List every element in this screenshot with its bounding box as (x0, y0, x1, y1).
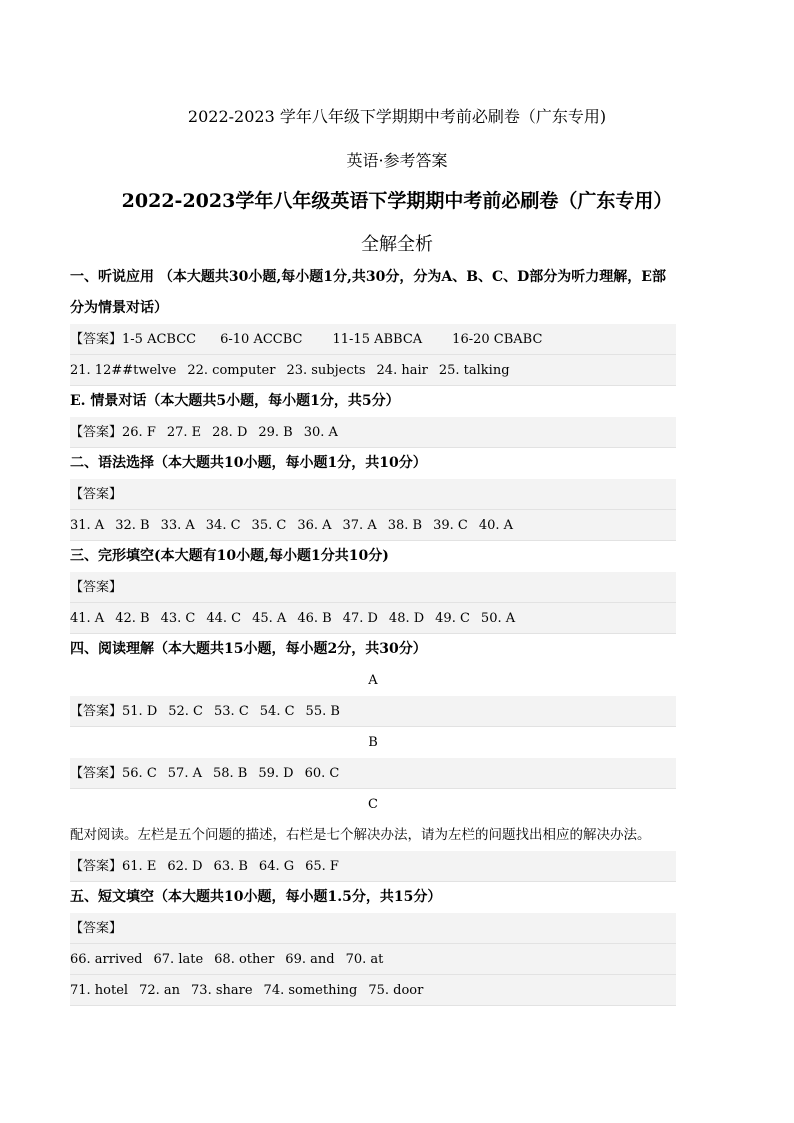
answer-item: 47. D (342, 611, 378, 626)
answer-item: 75. door (368, 983, 424, 998)
answer-row (70, 417, 676, 448)
answer-item: 38. B (387, 518, 423, 533)
section-heading-passage-fill: 五、短文填空（本大题共10小题，每小题1.5分，共15分） (70, 889, 442, 905)
answer-item: 57. A (167, 766, 202, 781)
exam-title: 2022-2023 学年八年级下学期期中考前必刷卷（广东专用) (187, 107, 607, 126)
answer-group: 1-5 ACBCC (122, 332, 197, 347)
answer-row (70, 696, 676, 727)
answer-item: 59. D (258, 766, 294, 781)
answer-item: 60. C (304, 766, 340, 781)
answer-item: 48. D (388, 611, 425, 626)
part-label-b: B (368, 735, 378, 750)
answer-item: 28. D (212, 425, 248, 440)
answer-item: 21. 12##twelve (70, 363, 177, 378)
answer-item: 71. hotel (70, 983, 129, 998)
answer-item: 49. C (435, 611, 470, 626)
answer-item: 56. C (122, 766, 157, 781)
answer-item: 33. A (160, 518, 195, 533)
answer-item: 69. and (285, 952, 335, 967)
answer-item: 50. A (480, 611, 516, 626)
answer-item: 65. F (305, 859, 339, 874)
answer-item: 62. D (167, 859, 203, 874)
answer-item: 52. C (168, 704, 204, 719)
answer-label: 【答案】 (70, 332, 123, 347)
answer-item: 63. B (213, 859, 248, 874)
answer-item: 70. at (345, 952, 384, 967)
answer-group: 16-20 CBABC (452, 332, 543, 347)
answer-item: 30. A (303, 425, 338, 440)
answer-group: 6-10 ACCBC (220, 332, 303, 347)
answer-item: 39. C (433, 518, 468, 533)
answer-item: 34. C (205, 518, 241, 533)
answer-item: 32. B (115, 518, 150, 533)
answer-item: 64. G (258, 859, 295, 874)
instruction-text: 配对阅读。左栏是五个问题的描述，右栏是七个解决办法，请为左栏的问题找出相应的解决办法。 (70, 827, 651, 843)
answer-item: 45. A (252, 611, 287, 626)
answer-row (70, 603, 676, 634)
answer-item: 67. late (153, 952, 204, 967)
analysis-title: 2022-2023学年八年级英语下学期期中考前必刷卷（广东专用） (121, 190, 673, 212)
section-heading-grammar: 二、语法选择（本大题共10小题，每小题1分，共10分） (70, 455, 427, 471)
answer-item: 24. hair (376, 363, 428, 378)
answer-label: 【答案】 (70, 704, 123, 719)
answer-row (70, 324, 676, 355)
answer-label: 【答案】 (70, 425, 123, 440)
answer-item: 73. share (191, 983, 253, 998)
answer-label-row: 【答案】 (70, 572, 676, 603)
section-heading-reading: 四、阅读理解（本大题共15小题，每小题2分，共30分） (70, 641, 427, 657)
answer-label: 【答案】 (70, 766, 123, 781)
answer-item: 51. D (122, 704, 158, 719)
answer-item: 29. B (258, 425, 293, 440)
answer-row (70, 758, 676, 789)
answer-item: 35. C (251, 518, 287, 533)
answer-item: 37. A (342, 518, 377, 533)
section-heading-cloze: 三、完形填空(本大题有10小题,每小题1分共10分) (70, 548, 389, 564)
answer-item: 42. B (115, 611, 150, 626)
answer-item: 66. arrived (70, 952, 143, 967)
answer-item: 41. A (70, 611, 105, 626)
section-heading-listening: 一、听说应用 （本大题共30小题,每小题1分,共30分，分为A、B、C、D部分为听力理解，E部分为情景对话） (70, 269, 666, 316)
answer-item: 31. A (70, 518, 105, 533)
answer-item: 74. something (263, 983, 358, 998)
answer-group: 11-15 ABBCA (332, 332, 423, 347)
answer-label: 【答案】 (70, 859, 123, 874)
answer-item: 36. A (297, 518, 332, 533)
section-heading-dialogue: E. 情景对话（本大题共5小题，每小题1分，共5分） (70, 393, 400, 409)
answer-item: 27. E (166, 425, 202, 440)
answer-key-title: 英语·参考答案 (346, 151, 448, 170)
answer-row (70, 510, 676, 541)
answer-item: 25. talking (438, 363, 510, 378)
answer-item: 44. C (206, 611, 242, 626)
answer-label-row: 【答案】 (70, 913, 676, 944)
answer-item: 23. subjects (286, 363, 366, 378)
answer-item: 46. B (297, 611, 332, 626)
answer-item: 26. F (122, 425, 156, 440)
answer-row (70, 975, 676, 1006)
analysis-subtitle: 全解全析 (361, 234, 433, 255)
answer-item: 43. C (160, 611, 196, 626)
answer-item: 54. C (259, 704, 295, 719)
answer-item: 55. B (305, 704, 340, 719)
answer-content (70, 262, 676, 1006)
answer-item: 61. E (122, 859, 157, 874)
answer-item: 40. A (478, 518, 514, 533)
answer-item: 58. B (212, 766, 248, 781)
answer-item: 22. computer (187, 363, 276, 378)
answer-item: 72. an (139, 983, 181, 998)
answer-row (70, 944, 676, 975)
answer-label-row: 【答案】 (70, 479, 676, 510)
part-label-c: C (368, 797, 378, 812)
answer-row (70, 355, 676, 386)
answer-item: 68. other (214, 952, 275, 967)
part-label-a: A (368, 673, 378, 688)
answer-row (70, 851, 676, 882)
answer-item: 53. C (214, 704, 249, 719)
